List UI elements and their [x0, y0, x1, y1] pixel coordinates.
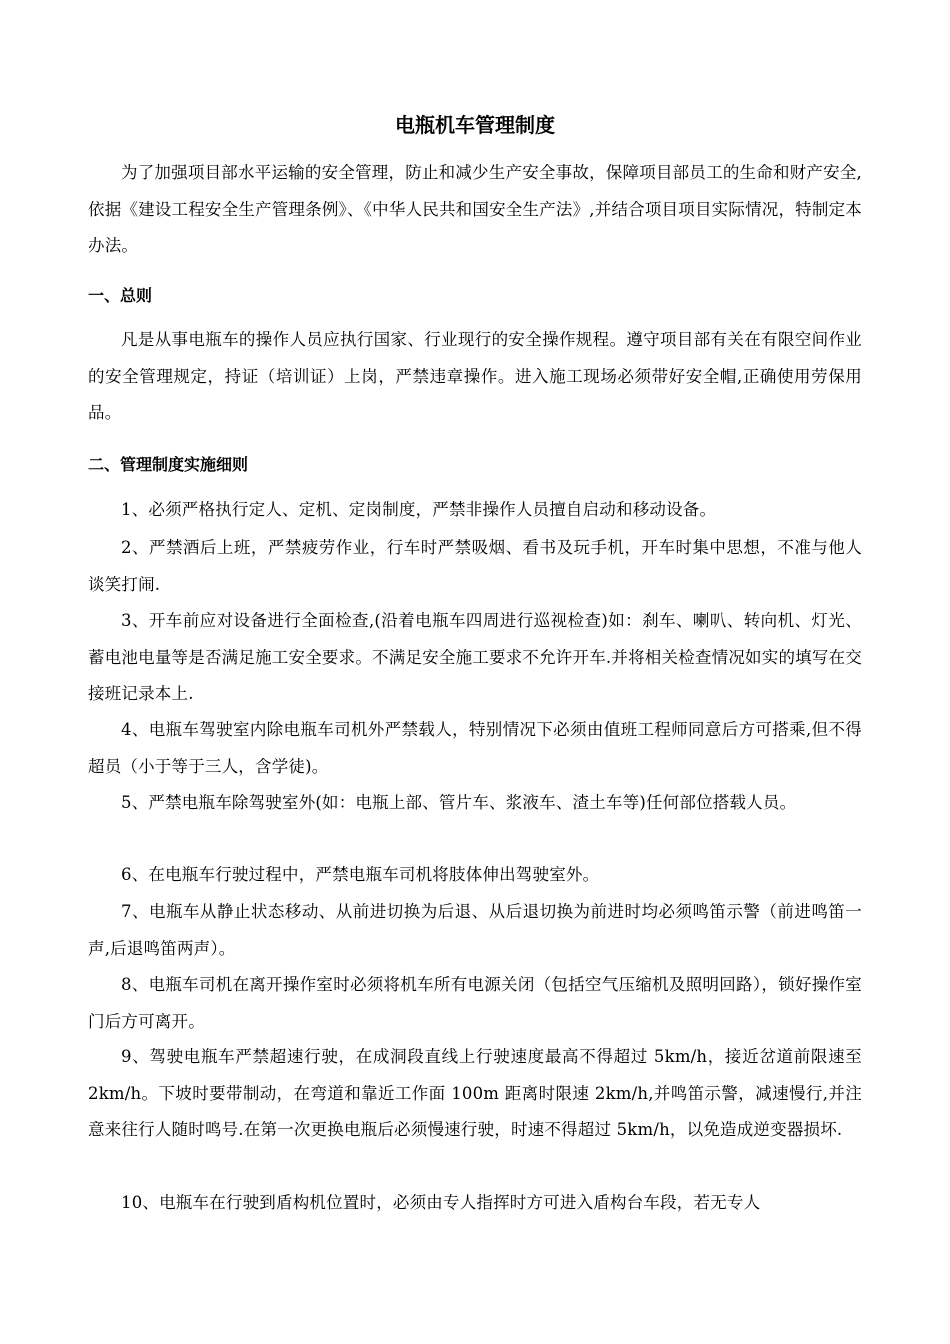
rule-item-4: 4、电瓶车驾驶室内除电瓶车司机外严禁载人，特别情况下必须由值班工程师同意后方可搭乘,但不得超员（小于等于三人，含学徒)。	[88, 720, 862, 776]
rule-item-5: 5、严禁电瓶车除驾驶室外(如：电瓶上部、管片车、浆液车、渣土车等)任何部位搭载人员。	[121, 793, 797, 812]
rule-item-1: 1、必须严格执行定人、定机、定岗制度，严禁非操作人员擅自启动和移动设备。	[121, 500, 717, 519]
general-paragraph: 凡是从事电瓶车的操作人员应执行国家、行业现行的安全操作规程。遵守项目部有关在有限空间作业的安全管理规定，持证（培训证）上岗，严禁违章操作。进入施工现场必须带好安全帽,正确使用劳保用品。	[88, 330, 862, 422]
rule-item-10: 10、电瓶车在行驶到盾构机位置时，必须由专人指挥时方可进入盾构台车段，若无专人	[121, 1193, 761, 1212]
rule-item-3: 3、开车前应对设备进行全面检查,(沿着电瓶车四周进行巡视检查)如：刹车、喇叭、转向机、灯光、蓄电池电量等是否满足施工安全要求。不满足安全施工要求不允许开车.并将相关检查情况如实的填写在交接班记录本上.	[88, 611, 862, 703]
section-heading-general: 一、总则	[88, 286, 153, 305]
rule-item-8: 8、电瓶车司机在离开操作室时必须将机车所有电源关闭（包括空气压缩机及照明回路），锁好操作室门后方可离开。	[88, 975, 862, 1031]
section-heading-rules: 二、管理制度实施细则	[88, 455, 249, 474]
rule-item-6: 6、在电瓶车行驶过程中，严禁电瓶车司机将肢体伸出驾驶室外。	[121, 865, 600, 884]
rule-item-7: 7、电瓶车从静止状态移动、从前进切换为后退、从后退切换为前进时均必须鸣笛示警（前进鸣笛一声,后退鸣笛两声）。	[88, 902, 862, 958]
intro-paragraph: 为了加强项目部水平运输的安全管理，防止和减少生产安全事故，保障项目部员工的生命和财产安全,依据《建设工程安全生产管理条例》、《中华人民共和国安全生产法》,并结合项目项目实际情况，特制定本办法。	[88, 163, 862, 255]
rule-item-2: 2、严禁酒后上班，严禁疲劳作业，行车时严禁吸烟、看书及玩手机，开车时集中思想，不准与他人谈笑打闹.	[88, 538, 862, 594]
rule-item-9: 9、驾驶电瓶车严禁超速行驶，在成洞段直线上行驶速度最高不得超过 5km/h，接近岔道前限速至 2km/h。下坡时要带制动，在弯道和靠近工作面 100m 距离时限速 2km/h,并鸣笛示警，减速慢行,并注意来往行人随时鸣号.在第一次更换电瓶后必须慢速行驶，时速不得超过 5km/h，以免造成逆变器损坏.	[88, 1047, 862, 1139]
document-title: 电瓶机车管理制度	[395, 113, 555, 137]
